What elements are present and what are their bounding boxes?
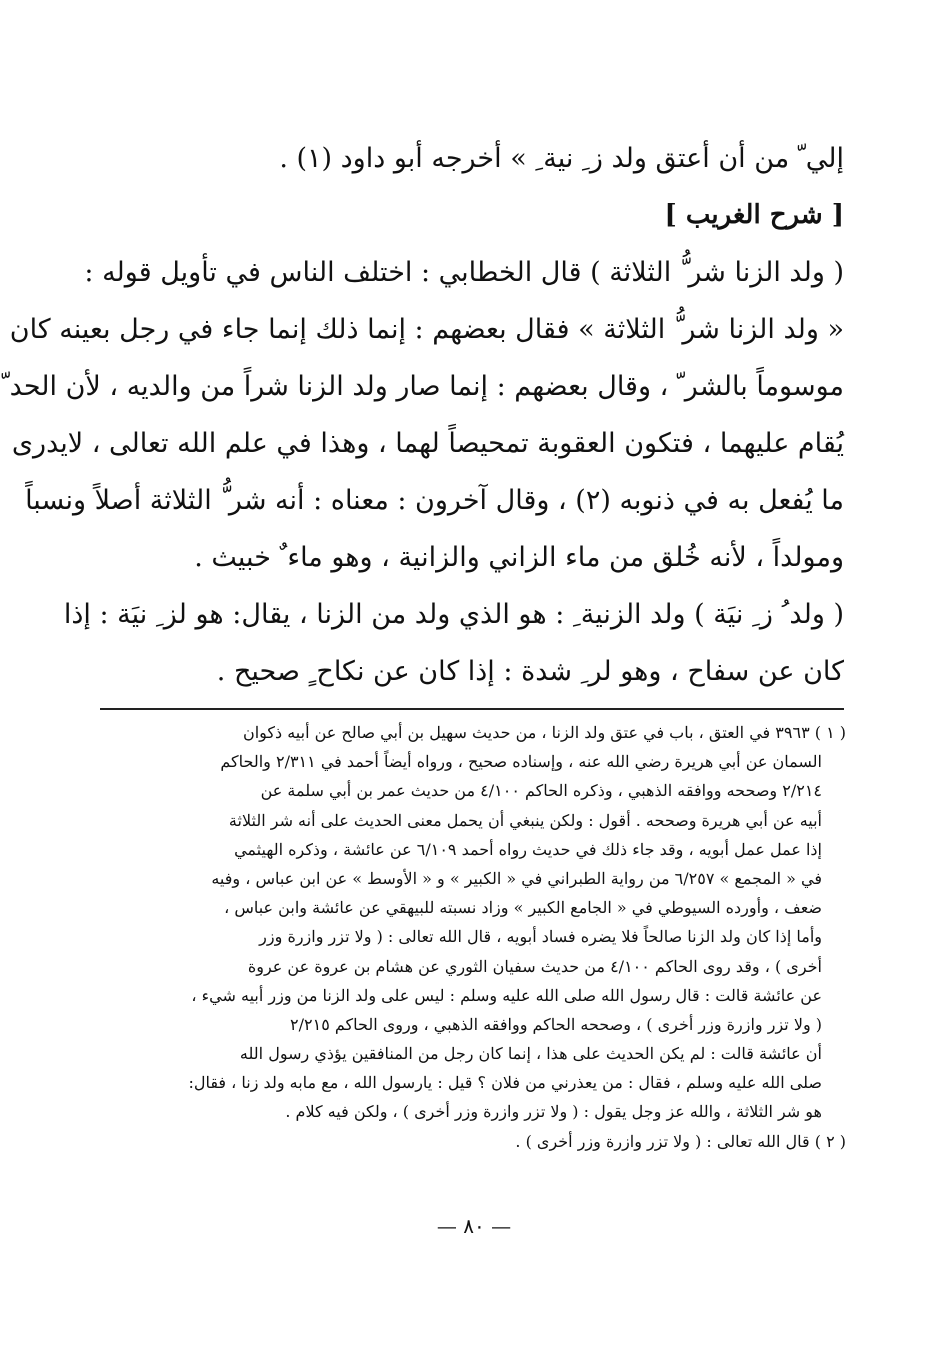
footnote-line: أن عائشة قالت : لم يكن الحديث على هذا ، إنما كان رجل من المنافقين يؤذي رسول الله bbox=[239, 1044, 822, 1064]
footnote-line: ( ولا تزر وازرة وزر أخرى ) ، وصححه الحاكم ووافقه الذهبي ، وروى الحاكم ٢/٢١٥ bbox=[290, 1014, 822, 1034]
footnote-divider bbox=[100, 708, 844, 710]
footnote-line: السمان عن أبي هريرة رضي الله عنه ، وإسناده صحيح ، ورواه أيضاً أحمد في ٢/٣١١ والحاكم bbox=[220, 752, 822, 772]
body-line: ما يُفعل به في ذنوبه (٢) ، وقال آخرون : معناه : أنه شر ُّ الثلاثة أصلاً ونسباً bbox=[25, 485, 844, 516]
body-line: موسوماً بالشر ّ ، وقال بعضهم : إنما صار ولد الزنا شراً من والديه ، لأن الحد ّ bbox=[1, 371, 844, 402]
footnote-line: هو شر الثلاثة ، والله عز وجل يقول : ( ولا تزر وازرة وزر أخرى ) ، ولكن فيه كلام . bbox=[285, 1102, 822, 1122]
body-line: ( ولد الزنا شر ُّ الثلاثة ) قال الخطابي : اختلف الناس في تأويل قوله : bbox=[84, 257, 844, 288]
body-line: إلي ّ من أن أعتق ولد ز ِ نية ِ » أخرجه أبو داود (١) . bbox=[279, 143, 844, 174]
main-text bbox=[1, 130, 844, 700]
body-line: كان عن سفاح ، وهو لر ِ شدة : إذا كان عن نكاح ٍ صحيح . bbox=[216, 656, 844, 687]
footnote-line: صلى الله عليه وسلم ، فقال : من يعذرني من فلان ؟ قيل : يارسول الله ، مع مابه ولد زنا ، فقال: bbox=[188, 1073, 822, 1093]
footnote-line: أبيه عن أبي هريرة وصححه . أقول : ولكن ينبغي أن يحمل معنى الحديث على أنه شر الثلاثة bbox=[228, 810, 822, 830]
footnote-line: ٢/٢١٤ وصححه ووافقه الذهبي ، وذكره الحاكم ٤/١٠٠ من حديث عمر بن أبي سلمة عن bbox=[260, 781, 822, 801]
page-number: — ٨٠ — bbox=[436, 1214, 512, 1238]
footnote-line: ضعف ، وأورده السيوطي في « الجامع الكبير » وزاد نسبته للبيهقي عن عائشة وابن عباس ، bbox=[224, 898, 822, 918]
footnote-line: عن عائشة قالت : قال رسول الله صلى الله عليه وسلم : ليس على ولد الزنا من وزر أبيه شيء ، bbox=[191, 985, 822, 1005]
footnote-line: أخرى ) ، وقد روى الحاكم ٤/١٠٠ من حديث سفيان الثوري عن هشام بن عروة عن عروة bbox=[247, 956, 822, 976]
body-line: ( ولد ُ ز ِ نيَة ) ولد الزنية ِ : هو الذي ولد من الزنا ، يقال: هو لز ِ نيَة : إذا bbox=[63, 599, 844, 630]
footnote-line: في « المجمع » ٦/٢٥٧ من رواية الطبراني في « الكبير » و « الأوسط » عن ابن عباس ، وفيه bbox=[211, 868, 822, 888]
footnotes bbox=[98, 718, 846, 1156]
body-line: « ولد الزنا شر ُّ الثلاثة » فقال بعضهم : إنما ذلك إنما جاء في رجل بعينه كان bbox=[9, 314, 844, 345]
section-heading: [ شرح الغريب ] bbox=[664, 200, 844, 230]
footnote-line: ( ١ ) ٣٩٦٣ في العتق ، باب في عتق ولد الزنا ، من حديث سهيل بن أبي صالح عن أبيه ذكوان bbox=[242, 723, 846, 742]
body-line: ومولداً ، لأنه خُلق من ماء الزاني والزانية ، وهو ماء ٌ خبيث . bbox=[194, 542, 844, 573]
footnote-line: إذا عمل عمل أبويه ، وقد جاء ذلك في حديث رواه أحمد ٦/١٠٩ عن عائشة ، وذكره الهيثمي bbox=[234, 839, 822, 859]
footnote-line: ( ٢ ) قال الله تعالى : ( ولا تزر وازرة وزر أخرى ) . bbox=[515, 1131, 846, 1151]
footnote-line: وأما إذا كان ولد الزنا صالحاً فلا يضره فساد أبويه ، قال الله تعالى : ( ولا تزر وازرة وزر bbox=[259, 927, 822, 947]
body-line: يُقام عليهما ، فتكون العقوبة تمحيصاً لهما ، وهذا في علم الله تعالى ، لايدرى bbox=[11, 428, 844, 459]
